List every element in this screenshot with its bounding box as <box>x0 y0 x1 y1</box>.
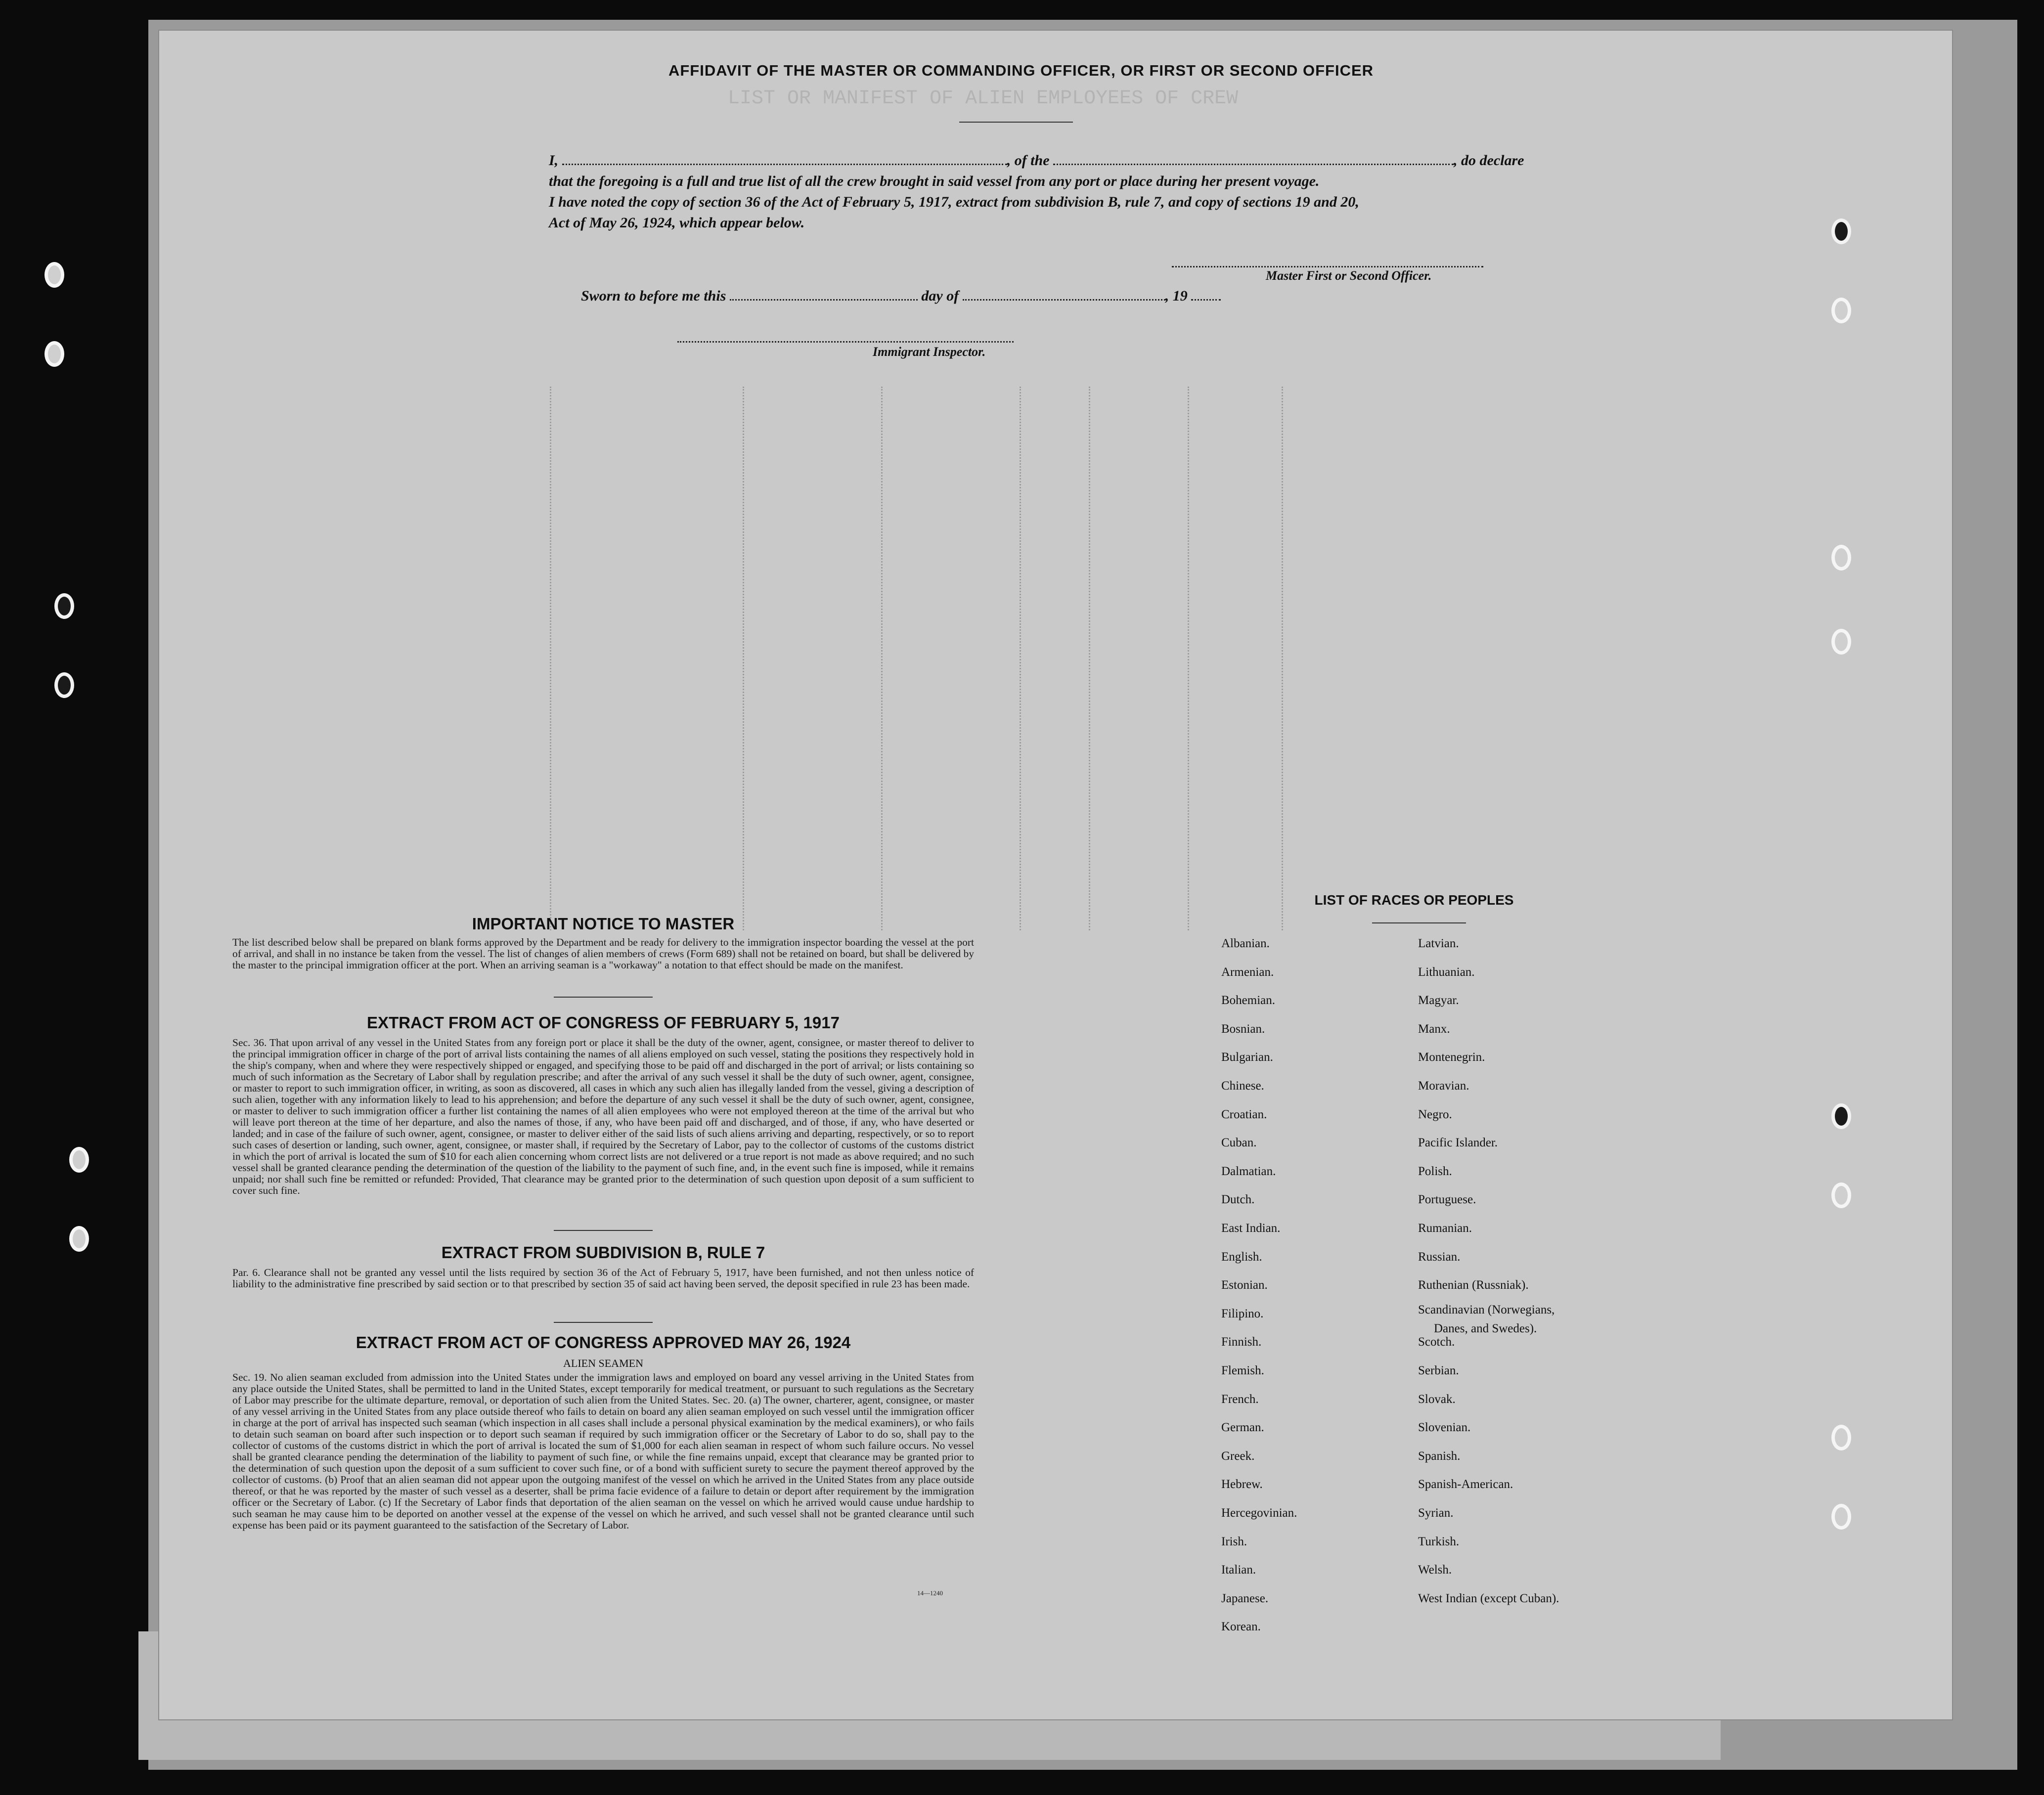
race-item: Finnish. <box>1221 1335 1262 1349</box>
race-item: Croatian. <box>1221 1107 1267 1121</box>
divider <box>554 1230 653 1231</box>
affidavit-line-4: Act of May 26, 1924, which appear below. <box>549 215 805 231</box>
extract-1924-title: EXTRACT FROM ACT OF CONGRESS APPROVED MAY 26, 1924 <box>355 1333 851 1352</box>
race-item: East Indian. <box>1221 1222 1281 1235</box>
extract-1917-title: EXTRACT FROM ACT OF CONGRESS OF FEBRUARY 5, 1917 <box>367 1013 840 1032</box>
race-item: Welsh. <box>1418 1563 1452 1577</box>
binder-hole <box>1831 219 1851 244</box>
race-item: Pacific Islander. <box>1418 1136 1498 1150</box>
affidavit-line-2: that the foregoing is a full and true list of all the crew brought in said vessel from any port or place during her present voyage. <box>549 173 1320 189</box>
race-item: Flemish. <box>1221 1364 1264 1377</box>
race-item: Korean. <box>1221 1620 1261 1634</box>
race-item: Spanish. <box>1418 1449 1461 1463</box>
affidavit-declare: , do declare <box>1454 152 1524 169</box>
race-item: Chinese. <box>1221 1079 1264 1093</box>
race-item: Bulgarian. <box>1221 1051 1273 1064</box>
divider <box>554 997 653 998</box>
race-item: Serbian. <box>1418 1364 1459 1377</box>
race-item: Slovak. <box>1418 1392 1456 1406</box>
binder-hole <box>1831 629 1851 655</box>
race-item: Lithuanian. <box>1418 965 1475 979</box>
affidavit-line-1 <box>549 152 1524 169</box>
bleed-through-rule <box>1282 387 1283 930</box>
race-item: Syrian. <box>1418 1506 1454 1520</box>
binder-hole <box>54 593 74 619</box>
binder-hole <box>1831 545 1851 570</box>
divider <box>554 1322 653 1323</box>
race-item: Spanish-American. <box>1418 1478 1513 1491</box>
extract-1924-subtitle: ALIEN SEAMEN <box>563 1357 643 1369</box>
race-item: Montenegrin. <box>1418 1051 1485 1064</box>
race-item: Scotch. <box>1418 1335 1455 1349</box>
race-item: Bosnian. <box>1221 1022 1265 1036</box>
master-signature-label: Master First or Second Officer. <box>1266 268 1432 283</box>
year-blank <box>1191 288 1221 301</box>
race-item: Filipino. <box>1221 1307 1264 1320</box>
divider <box>1372 922 1466 923</box>
binder-hole <box>69 1226 89 1252</box>
bleed-through-rule <box>1089 387 1090 930</box>
race-item: Albanian. <box>1221 937 1270 950</box>
bleed-through-text: LIST OR MANIFEST OF ALIEN EMPLOYEES OF CREW <box>728 88 1239 110</box>
race-item: Bohemian. <box>1221 994 1276 1007</box>
affidavit-line-3: I have noted the copy of section 36 of the Act of February 5, 1917, extract from subdivision B, rule 7, and copy of sections 19 and 20, <box>549 194 1359 210</box>
race-item: Rumanian. <box>1418 1222 1472 1235</box>
subdivision-body: Par. 6. Clearance shall not be granted any vessel until the lists required by section 36 of the Act of February 5, 1917, have been furnished, and not then unless notice of liability to the administrative fine prescribed by said section or to that prescribed by section 35 of said act having been served, the deposit specified in rule 23 has been made. <box>232 1267 974 1290</box>
divider <box>959 122 1073 123</box>
race-item: German. <box>1221 1421 1264 1435</box>
sworn-text: Sworn to before me this <box>581 288 726 304</box>
binder-hole <box>69 1147 89 1173</box>
binder-hole <box>44 341 64 367</box>
month-blank <box>963 288 1165 301</box>
sworn-line <box>581 288 1221 305</box>
inspector-signature-label: Immigrant Inspector. <box>873 345 986 359</box>
affidavit-i: I, <box>549 152 559 169</box>
binder-hole <box>54 672 74 698</box>
race-item: Irish. <box>1221 1534 1247 1548</box>
race-item: Ruthenian (Russniak). <box>1418 1278 1529 1292</box>
inspector-signature-line <box>677 341 1014 343</box>
bleed-through-rule <box>1020 387 1021 930</box>
race-item: Latvian. <box>1418 937 1459 950</box>
race-item: Danes, and Swedes). <box>1434 1321 1537 1335</box>
race-item: Estonian. <box>1221 1278 1268 1292</box>
race-item: Slovenian. <box>1418 1421 1471 1435</box>
race-item: Hebrew. <box>1221 1478 1263 1491</box>
day-of-text: day of <box>921 288 959 304</box>
affidavit-of-the: , of the <box>1007 152 1050 169</box>
race-item: French. <box>1221 1392 1259 1406</box>
race-item: Polish. <box>1418 1164 1452 1178</box>
race-item: Cuban. <box>1221 1136 1257 1150</box>
binder-hole <box>1831 1103 1851 1129</box>
race-item: Negro. <box>1418 1107 1452 1121</box>
subdivision-title: EXTRACT FROM SUBDIVISION B, RULE 7 <box>441 1243 765 1262</box>
race-item: Russian. <box>1418 1250 1461 1264</box>
master-signature-line <box>1172 266 1483 267</box>
binder-hole <box>1831 1182 1851 1208</box>
day-blank <box>730 288 918 301</box>
race-item: Dalmatian. <box>1221 1164 1276 1178</box>
race-item: Italian. <box>1221 1563 1256 1577</box>
races-title: LIST OF RACES OR PEOPLES <box>1314 892 1514 908</box>
race-item: Magyar. <box>1418 994 1459 1007</box>
form-number: 14—1240 <box>917 1589 943 1597</box>
race-item: Moravian. <box>1418 1079 1469 1093</box>
binder-hole <box>1831 1504 1851 1530</box>
bleed-through-rule <box>550 387 551 930</box>
name-blank <box>562 153 1007 165</box>
binder-hole <box>44 262 64 288</box>
race-item: Portuguese. <box>1418 1193 1476 1207</box>
year-text: , 19 <box>1165 288 1188 304</box>
extract-1924-body: Sec. 19. No alien seaman excluded from admission into the United States under the immigration laws and employed on board any vessel arriving in the United States from any place outside the United States, shall be permitted to land in the United States, except temporarily for medical treatment, or pursuant to such regulations as the Secretary of Labor may prescribe for the ultimate departure, removal, or deportation of such alien from the United States. Sec. 20. (a) The owner, charterer, agent, consignee, or master of any vessel arriving in the United States from any place outside thereof who fails to detain on board any alien seaman employed on such vessel until the immigration officer in charge at the port of arrival has inspected such seaman (which inspection in all cases shall include a personal physical examination by the medical examiners), or who fails to detain such seaman on board after such inspection or to deport such seaman if required by such immigration officer or the Secretary of Labor to do so, shall pay to the collector of customs of the customs district in which the port of arrival is located the sum of $1,000 for each alien seaman in respect of whom such failure occurs. No vessel shall be granted clearance pending the determination of the liability to payment of such fine, or while the fine remains unpaid, except that clearance may be granted prior to the determination of such question upon the deposit of a sum sufficient to cover such fine, or of a bond with sufficient surety to secure the payment thereof approved by the collector of customs. (b) Proof that an alien seaman did not appear upon the outgoing manifest of the vessel on which he arrived in the United States from any place outside thereof, or that he was reported by the master of such vessel as a deserter, shall be prima facie evidence of a failure to detain or deport after requirement by the immigration officer or the Secretary of Labor. (c) If the Secretary of Labor finds that deportation of the alien seaman on the vessel on which he arrived would cause undue hardship to such seaman he may cause him to be deported on another vessel at the expense of the vessel on which he arrived, and such vessel shall not be granted clearance until such expense has been paid or its payment guaranteed to the satisfaction of the Secretary of Labor. <box>232 1371 974 1531</box>
binder-hole <box>1831 298 1851 323</box>
race-item: Dutch. <box>1221 1193 1255 1207</box>
notice-title: IMPORTANT NOTICE TO MASTER <box>472 915 735 933</box>
binder-hole <box>1831 1425 1851 1450</box>
vessel-blank <box>1053 153 1454 165</box>
extract-1917-body: Sec. 36. That upon arrival of any vessel in the United States from any foreign port or place it shall be the duty of the owner, agent, consignee, or master thereof to deliver to the principal immigration officer in charge of the port of arrival lists containing the names of all aliens employed on such vessel, stating the positions they respectively hold in the ship's company, when and where they were respectively shipped or engaged, and specifying those to be paid off and discharged in the port of arrival; or lists containing so much of such information as the Secretary of Labor shall by regulation prescribe; and after the arrival of any such vessel it shall be the duty of such owner, agent, consignee, or master to report to such immigration officer, in writing, as soon as discovered, all cases in which any such alien has illegally landed from the vessel, giving a description of such alien, together with any information likely to lead to his apprehension; and before the departure of any such vessel it shall be the duty of such owner, agent, consignee, or master to deliver to such immigration officer a further list containing the names of all alien employees who were not employed thereon at the time of the arrival but who will leave port thereon at the time of her departure, and also the names of those, if any, who have been paid off and discharged, and of those, if any, who have deserted or landed; and in case of the failure of such owner, agent, consignee, or master to deliver either of the said lists of such aliens arriving and departing, respectively, or so to report such cases of desertion or landing, such owner, agent, consignee, or master shall, if required by the Secretary of Labor, pay to the collector of customs of the customs district in which the port of arrival is located the sum of $10 for each alien concerning whom correct lists are not delivered or a true report is not made as above required; and no such vessel shall be granted clearance pending the determination of the question of the liability to the payment of such fine, and, in the event such fine is imposed, while it remains unpaid; nor shall such fine be remitted or refunded: Provided, That clearance may be granted prior to the determination of such question upon deposit of a sum sufficient to cover such fine. <box>232 1037 974 1196</box>
affidavit-title: AFFIDAVIT OF THE MASTER OR COMMANDING OFFICER, OR FIRST OR SECOND OFFICER <box>668 62 1374 79</box>
race-item: Armenian. <box>1221 965 1274 979</box>
race-item: Greek. <box>1221 1449 1255 1463</box>
race-item: Scandinavian (Norwegians, <box>1418 1303 1555 1316</box>
race-item: Manx. <box>1418 1022 1450 1036</box>
race-item: West Indian (except Cuban). <box>1418 1591 1559 1605</box>
race-item: Japanese. <box>1221 1591 1269 1605</box>
bleed-through-rule <box>1188 387 1189 930</box>
race-item: English. <box>1221 1250 1262 1264</box>
race-item: Hercegovinian. <box>1221 1506 1297 1520</box>
bleed-through-rule <box>881 387 883 930</box>
notice-body: The list described below shall be prepared on blank forms approved by the Department and be ready for delivery to the immigration inspector boarding the vessel at the port of arrival, and shall in no instance be taken from the vessel. The list of changes of alien members of crews (Form 689) shall not be retained on board, but shall be delivered by the master to the principal immigration officer at the port. When an arriving seaman is a "workaway" a notation to that effect should be made on the manifest. <box>232 936 974 971</box>
bleed-through-rule <box>743 387 744 930</box>
race-item: Turkish. <box>1418 1534 1460 1548</box>
